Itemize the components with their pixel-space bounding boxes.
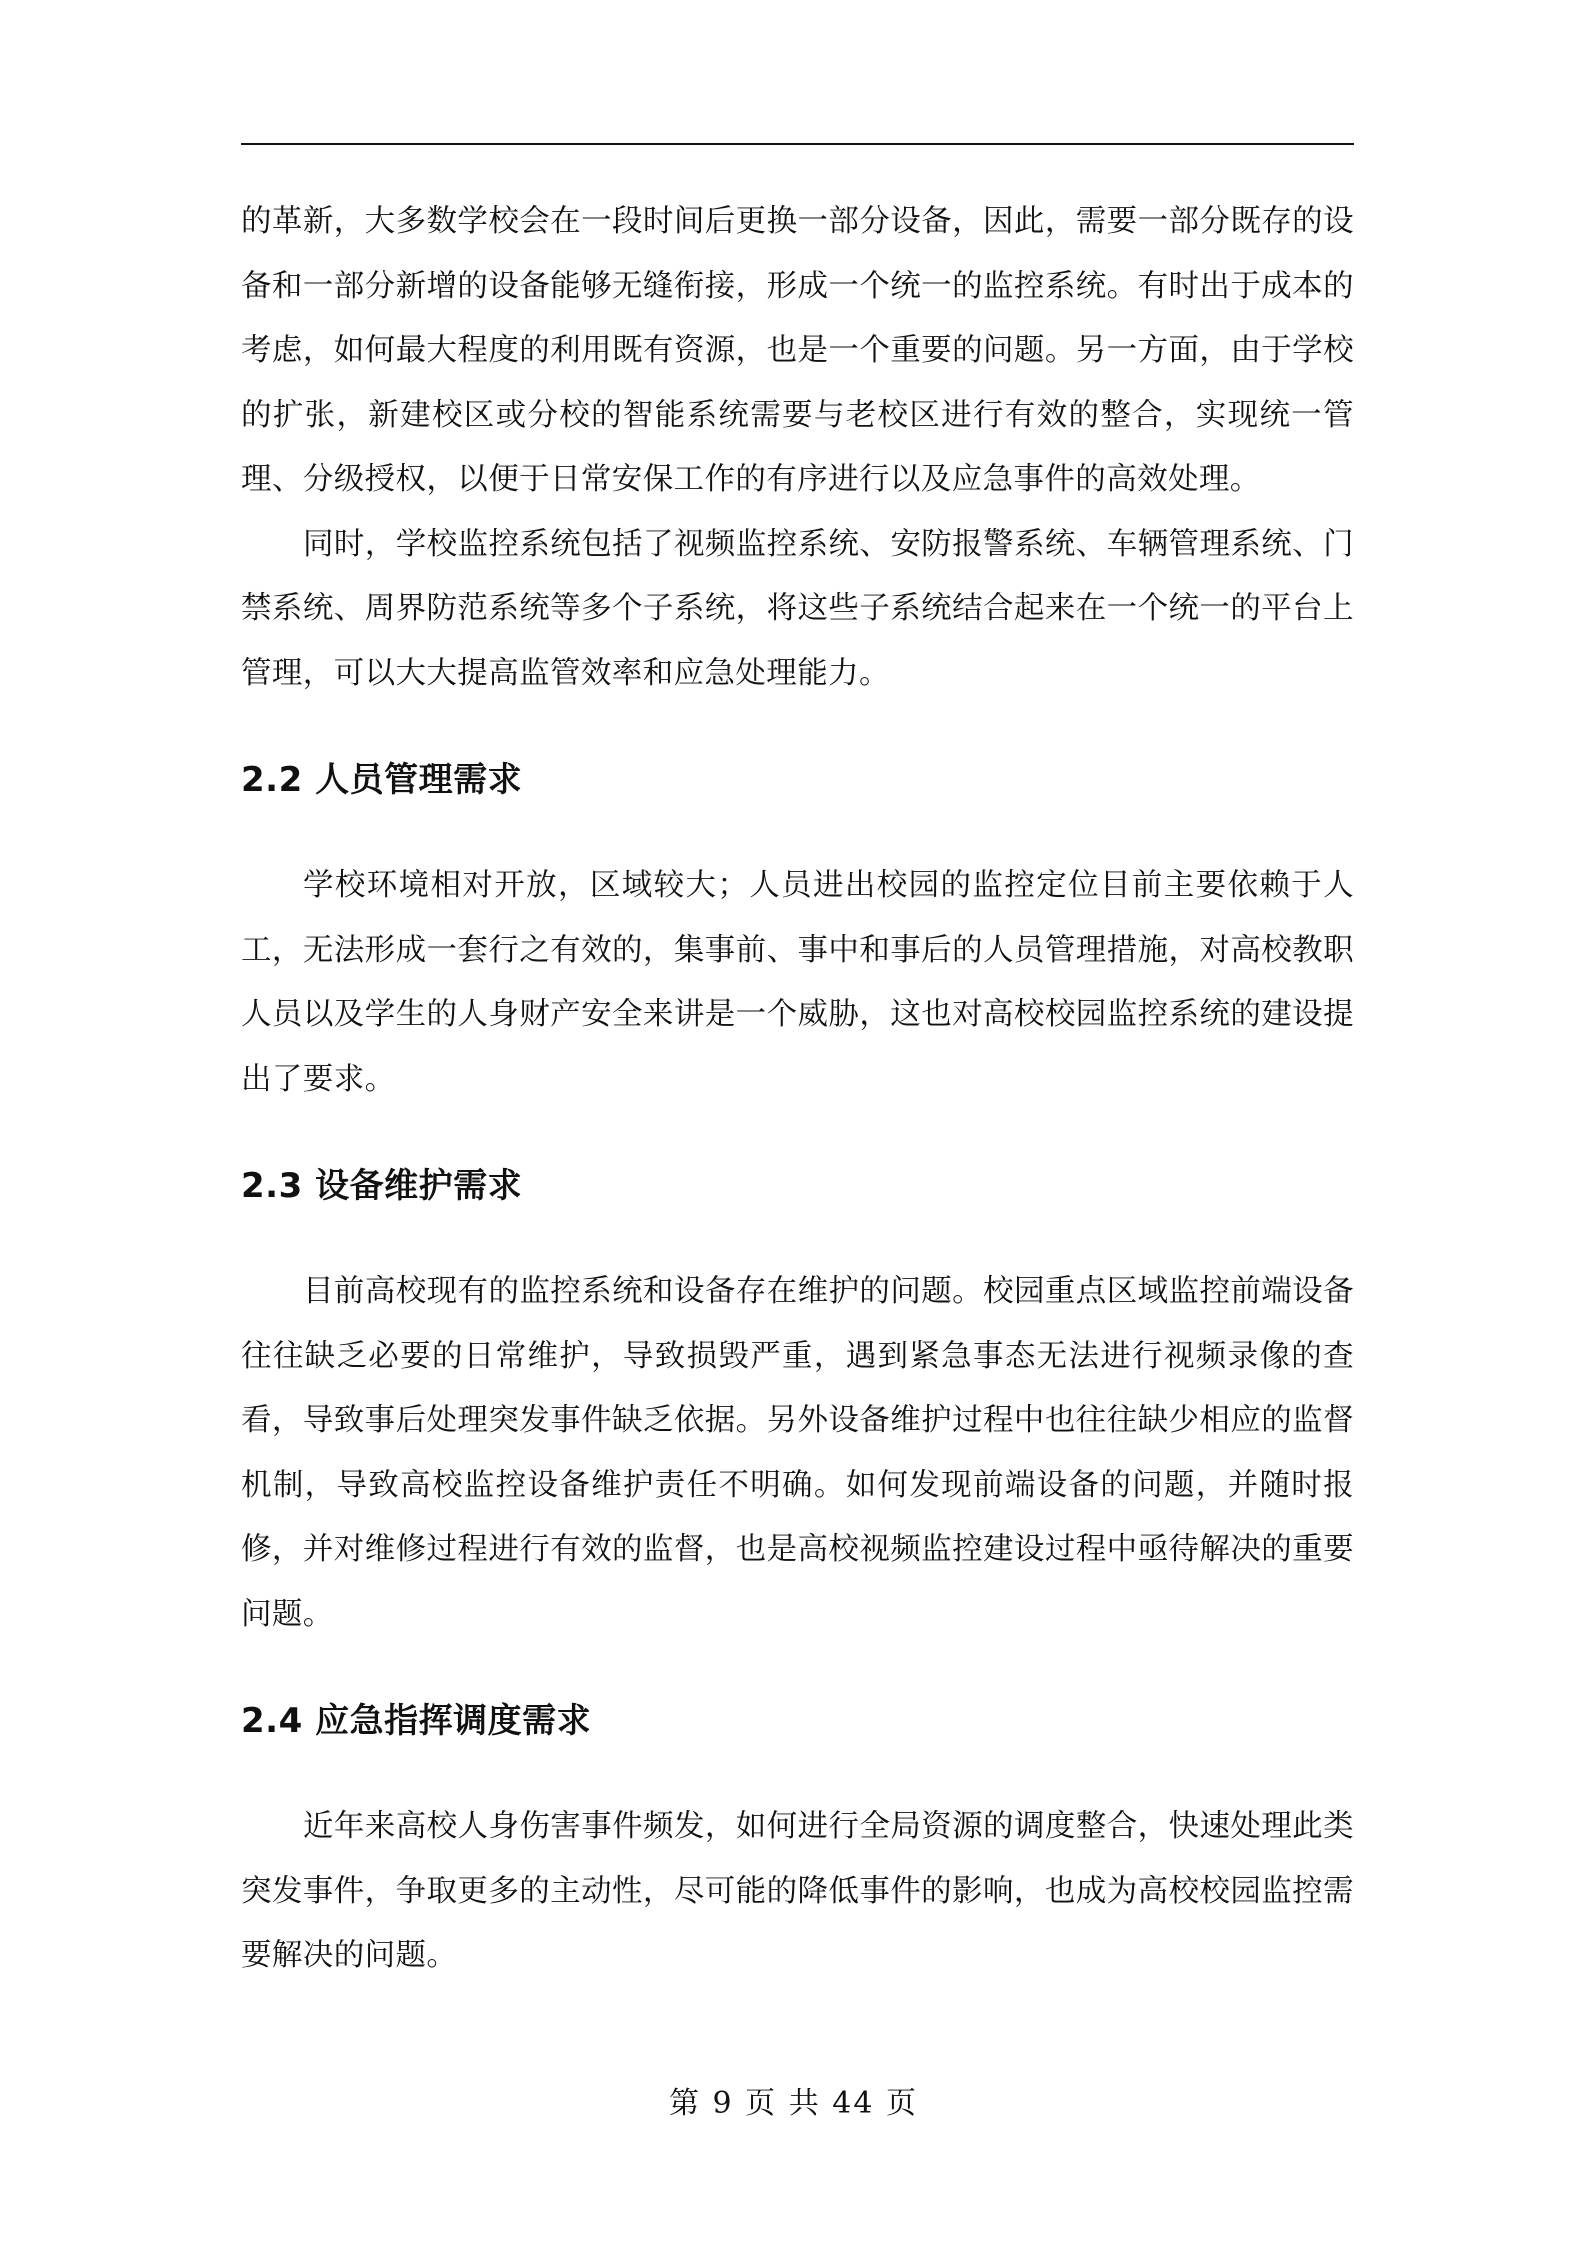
page-content (241, 190, 1354, 1989)
intro-paragraph-1: 的革新，大多数学校会在一段时间后更换一部分设备，因此，需要一部分既存的设备和一部分新增的设备能够无缝衔接，形成一个统一的监控系统。有时出于成本的考虑，如何最大程度的利用既有资源，也是一个重要的问题。另一方面，由于学校的扩张，新建校区或分校的智能系统需要与老校区进行有效的整合，实现统一管理、分级授权，以便于日常安保工作的有序进行以及应急事件的高效处理。 (241, 204, 1354, 497)
section-heading-2-3: 2.3 设备维护需求 (241, 1166, 523, 1206)
section-paragraph-2-3: 目前高校现有的监控系统和设备存在维护的问题。校园重点区域监控前端设备往往缺乏必要的日常维护，导致损毁严重，遇到紧急事态无法进行视频录像的查看，导致事后处理突发事件缺乏依据。另外设备维护过程中也往往缺少相应的监督机制，导致高校监控设备维护责任不明确。如何发现前端设备的问题，并随时报修，并对维修过程进行有效的监督，也是高校视频监控建设过程中亟待解决的重要问题。 (241, 1274, 1354, 1632)
page-footer (0, 2084, 1587, 2124)
section-paragraph-2-2: 学校环境相对开放，区域较大；人员进出校园的监控定位目前主要依赖于人工，无法形成一套行之有效的，集事前、事中和事后的人员管理措施，对高校教职人员以及学生的人身财产安全来讲是一个威胁，这也对高校校园监控系统的建设提出了要求。 (241, 868, 1354, 1097)
header-rule (241, 143, 1354, 145)
section-heading-2-4: 2.4 应急指挥调度需求 (241, 1701, 592, 1741)
page-number-label: 第 9 页 共 44 页 (669, 2086, 918, 2121)
section-paragraph-2-4: 近年来高校人身伤害事件频发，如何进行全局资源的调度整合，快速处理此类突发事件，争取更多的主动性，尽可能的降低事件的影响，也成为高校校园监控需要解决的问题。 (241, 1809, 1354, 1973)
section-heading-2-2: 2.2 人员管理需求 (241, 760, 523, 800)
intro-paragraph-2: 同时，学校监控系统包括了视频监控系统、安防报警系统、车辆管理系统、门禁系统、周界防范系统等多个子系统，将这些子系统结合起来在一个统一的平台上管理，可以大大提高监管效率和应急处理能力。 (241, 526, 1354, 691)
